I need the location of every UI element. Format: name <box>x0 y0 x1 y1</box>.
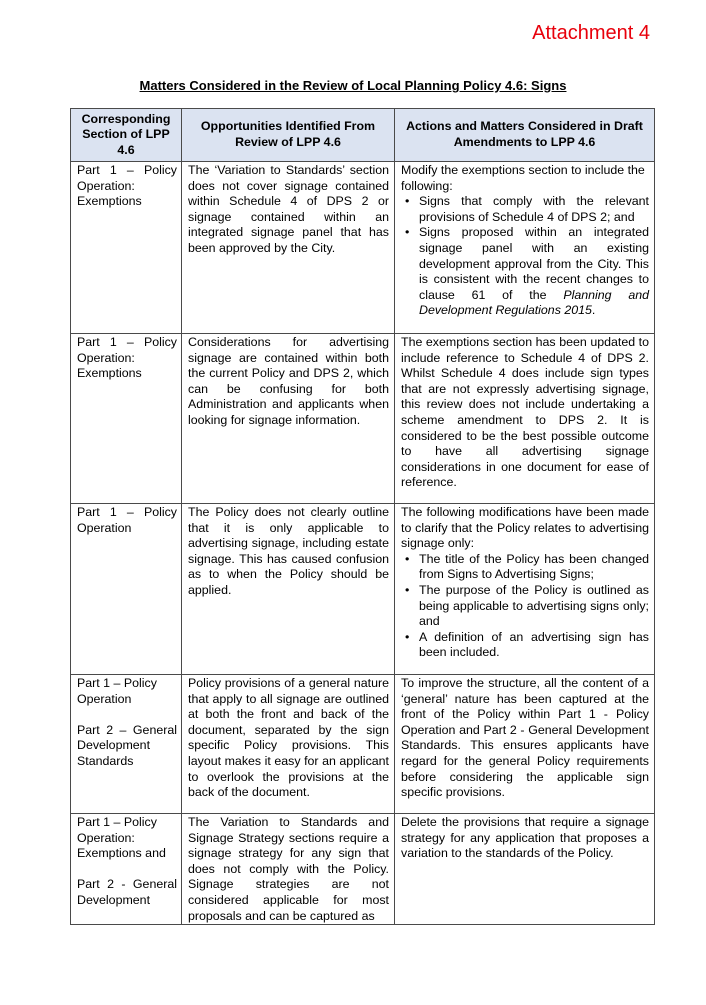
table-row <box>71 504 655 675</box>
list-item-text: Signs proposed within an integrated signage panel with an existing development approval from the City. This is consistent with the recent changes to clause 61 of the <box>419 225 649 302</box>
list-item: • A definition of an advertising sign has been included. <box>419 630 649 661</box>
opportunity-cell: Policy provisions of a general nature that apply to all signage are outlined at both the front and back of the document, separated by the sign specific Policy provisions. This layout makes it easy for an applicant to overlook the provisions at the back of the document. <box>182 675 395 814</box>
table-header-row <box>71 109 655 162</box>
section-part-2: Part 2 - General Development <box>77 877 177 907</box>
section-part-1: Part 1 – Policy Operation <box>77 676 157 706</box>
list-item: • Signs that comply with the relevant provisions of Schedule 4 of DPS 2; and <box>419 194 649 225</box>
action-bullet-list <box>401 552 649 661</box>
opportunity-cell: The Variation to Standards and Signage Strategy sections require a signage strategy for any sign that does not comply with the Policy. Signage strategies are not considered applicable for most proposals and can be captured as <box>182 814 395 925</box>
opportunity-cell: The ‘Variation to Standards’ section does not cover signage contained within Schedule 4 of DPS 2 or signage contained within an integrated signage panel that has been approved by the City. <box>182 162 395 334</box>
table-row <box>71 162 655 334</box>
action-bullet-list <box>401 194 649 319</box>
action-cell: Delete the provisions that require a signage strategy for any application that proposes a variation to the standards of the Policy. <box>395 814 655 925</box>
table-row <box>71 675 655 814</box>
section-cell: Part 1 – Policy Operation: Exemptions <box>71 162 182 334</box>
regulations-reference: Planning and Development Regulations 2015 <box>419 287 649 318</box>
section-part-1: Part 1 – Policy Operation: Exemptions and <box>77 815 166 861</box>
action-cell <box>395 162 655 334</box>
document-title: Matters Considered in the Review of Local Planning Policy 4.6: Signs <box>139 78 567 93</box>
action-intro: Modify the exemptions section to include the following: <box>401 163 645 193</box>
list-item: • The title of the Policy has been changed from Signs to Advertising Signs; <box>419 552 649 583</box>
review-table <box>70 108 655 925</box>
attachment-label: Attachment 4 <box>532 22 650 44</box>
section-cell: Part 1 – Policy Operation <box>71 504 182 675</box>
opportunity-cell: The Policy does not clearly outline that it is only applicable to advertising signage, including estate signage. This has caused confusion as to when the Policy should be applied. <box>182 504 395 675</box>
opportunity-cell: Considerations for advertising signage are contained within both the current Policy and DPS 2, which can be confusing for both Administration and applicants when looking for signage information. <box>182 334 395 504</box>
header-actions: Actions and Matters Considered in Draft Amendments to LPP 4.6 <box>395 109 655 162</box>
table-row <box>71 814 655 925</box>
header-opportunities: Opportunities Identified From Review of LPP 4.6 <box>182 109 395 162</box>
table-row <box>71 334 655 504</box>
action-cell: To improve the structure, all the content of a ‘general’ nature has been captured at the front of the Policy within Part 1 - Policy Operation and Part 2 - General Development Standards. This ensures applicants have regard for the general Policy requirements before considering the applicable sign specific provisions. <box>395 675 655 814</box>
section-cell <box>71 675 182 814</box>
action-intro: The following modifications have been made to clarify that the Policy relates to advertising signage only: <box>401 505 649 551</box>
section-part-2: Part 2 – General Development Standards <box>77 722 177 768</box>
list-item <box>419 225 649 319</box>
section-cell <box>71 814 182 925</box>
header-section: Corresponding Section of LPP 4.6 <box>71 109 182 162</box>
list-item-end: . <box>591 303 596 318</box>
section-cell: Part 1 – Policy Operation: Exemptions <box>71 334 182 504</box>
list-item: • The purpose of the Policy is outlined as being applicable to advertising signs only; and <box>419 583 649 630</box>
action-cell: The exemptions section has been updated to include reference to Schedule 4 of DPS 2. Whilst Schedule 4 does include sign types that are not expressly advertising signage, this review does not include undertaking a scheme amendment to DPS 2. It is considered to be the best possible outcome to have all advertising signage considerations in one document for ease of reference. <box>395 334 655 504</box>
action-cell <box>395 504 655 675</box>
